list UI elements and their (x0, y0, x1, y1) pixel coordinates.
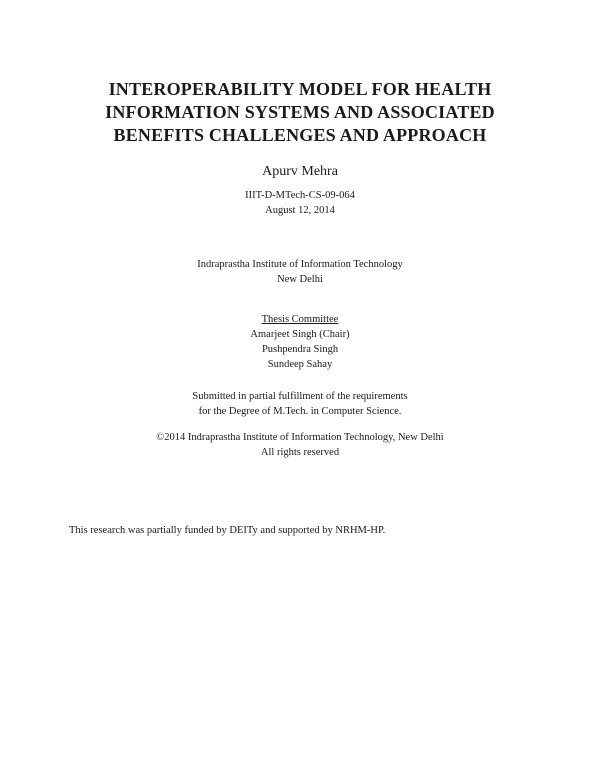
thesis-title-line-1: INTEROPERABILITY MODEL FOR HEALTH (108, 79, 492, 99)
committee-block (0, 312, 600, 372)
identifiers-block (0, 188, 600, 218)
author-name: Apurv Mehra (262, 164, 338, 179)
submission-line-1: Submitted in partial fulfillment of the requirements (192, 391, 408, 402)
copyright-line-2: All rights reserved (260, 447, 340, 458)
submission-date: August 12, 2014 (265, 205, 335, 216)
committee-heading: Thesis Committee (261, 314, 339, 325)
committee-member: Sundeep Sahay (267, 359, 333, 370)
submission-line-2: for the Degree of M.Tech. in Computer Science. (198, 406, 402, 417)
funding-note: This research was partially funded by DEITy and supported by NRHM-HP. (69, 525, 386, 536)
copyright-line-1: ©2014 Indraprastha Institute of Information Technology, New Delhi (156, 432, 444, 443)
institute-block (0, 257, 600, 287)
committee-member: Amarjeet Singh (Chair) (250, 329, 350, 340)
copyright-notice (0, 430, 600, 460)
thesis-title (40, 78, 560, 147)
thesis-title-line-2: INFORMATION SYSTEMS AND ASSOCIATED (105, 102, 495, 122)
institute-city: New Delhi (277, 274, 323, 285)
roll-number: IIIT-D-MTech-CS-09-064 (245, 190, 355, 201)
submission-statement (0, 389, 600, 419)
committee-member: Pushpendra Singh (261, 344, 339, 355)
thesis-title-line-3: BENEFITS CHALLENGES AND APPROACH (113, 125, 487, 145)
institute-name: Indraprastha Institute of Information Technology (197, 259, 403, 270)
